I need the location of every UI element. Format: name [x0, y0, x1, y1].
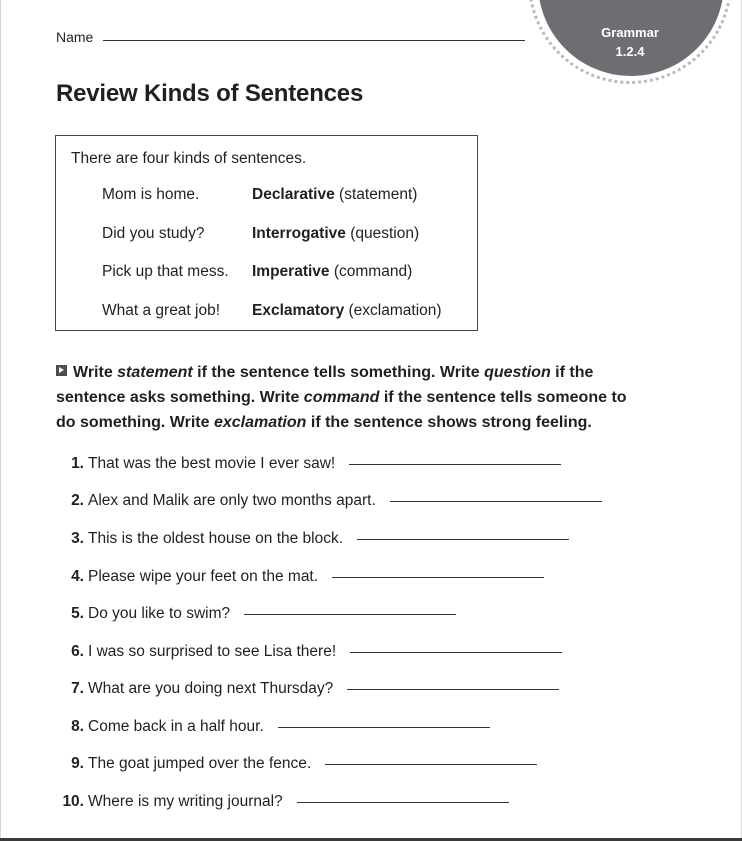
directions-text: if the sentence tells something. Write [192, 364, 485, 381]
exercise-item [56, 793, 509, 815]
exercise-item [56, 718, 490, 740]
kind-name: Declarative [252, 186, 335, 203]
item-sentence: The goat jumped over the fence. [88, 755, 312, 772]
exercise-item [56, 530, 569, 552]
answer-line[interactable] [325, 764, 537, 765]
kind-description: (statement) [339, 186, 418, 203]
directions-text: if the sentence asks something. Write [56, 364, 594, 406]
item-number: 9. [71, 755, 84, 772]
item-number: 5. [71, 605, 84, 622]
answer-line[interactable] [244, 614, 456, 615]
example-kind [252, 186, 417, 204]
example-kind [252, 302, 442, 320]
exercise-item [56, 755, 537, 777]
arrow-bullet-icon [56, 365, 67, 376]
kind-description: (question) [350, 225, 420, 242]
directions-keyword: command [303, 389, 380, 406]
grammar-badge-text [560, 23, 700, 61]
answer-line[interactable] [278, 727, 490, 728]
directions [56, 360, 636, 435]
item-sentence: Come back in a half hour. [88, 718, 264, 735]
directions-text: Write [73, 364, 118, 381]
item-sentence: Alex and Malik are only two months apart. [88, 492, 376, 509]
kind-description: (command) [333, 263, 413, 280]
directions-keyword: statement [117, 364, 193, 381]
exercise-item [56, 568, 544, 590]
item-sentence: What are you doing next Thursday? [88, 680, 334, 697]
answer-line[interactable] [347, 689, 559, 690]
directions-text: if the sentence shows strong feeling. [306, 414, 592, 431]
name-label: Name [56, 29, 94, 45]
example-kind [252, 225, 419, 243]
answer-line[interactable] [357, 539, 569, 540]
exercise-item [56, 492, 602, 514]
item-sentence: That was the best movie I ever saw! [88, 455, 336, 472]
kind-name: Imperative [252, 263, 330, 280]
kind-description: (exclamation) [348, 302, 442, 319]
example-kind [252, 263, 412, 281]
name-answer-line[interactable] [103, 40, 525, 41]
item-sentence: Do you like to swim? [88, 605, 231, 622]
item-sentence: This is the oldest house on the block. [88, 530, 344, 547]
answer-line[interactable] [349, 464, 561, 465]
exercise-item [56, 605, 456, 627]
directions-keyword: exclamation [213, 414, 307, 431]
badge-subject: Grammar [601, 25, 659, 40]
page-title: Review Kinds of Sentences [56, 80, 364, 107]
kind-name: Exclamatory [252, 302, 345, 319]
item-number: 6. [71, 643, 84, 660]
answer-line[interactable] [297, 802, 509, 803]
item-number: 10. [62, 793, 84, 810]
example-sentence: Mom is home. [102, 186, 200, 203]
item-number: 3. [71, 530, 84, 547]
exercise-item [56, 680, 559, 702]
exercise-item [56, 643, 562, 665]
answer-line[interactable] [332, 577, 544, 578]
exercise-item [56, 455, 561, 477]
example-sentence: Pick up that mess. [102, 263, 229, 280]
item-sentence: Where is my writing journal? [88, 793, 283, 810]
example-sentence: Did you study? [102, 225, 205, 242]
directions-text: if the sentence tells someone to do something. Write [56, 389, 627, 431]
directions-keyword: question [484, 364, 551, 381]
page-left-edge [0, 0, 1, 841]
item-sentence: Please wipe your feet on the mat. [88, 568, 319, 585]
sentence-kinds-box [55, 135, 478, 331]
item-sentence: I was so surprised to see Lisa there! [88, 643, 337, 660]
box-intro: There are four kinds of sentences. [71, 150, 307, 167]
item-number: 4. [71, 568, 84, 585]
answer-line[interactable] [350, 652, 562, 653]
item-number: 1. [71, 455, 84, 472]
item-number: 7. [71, 680, 84, 697]
badge-code: 1.2.4 [615, 44, 645, 59]
item-number: 8. [71, 718, 84, 735]
answer-line[interactable] [390, 501, 602, 502]
example-sentence: What a great job! [102, 302, 221, 319]
item-number: 2. [71, 492, 84, 509]
kind-name: Interrogative [252, 225, 346, 242]
